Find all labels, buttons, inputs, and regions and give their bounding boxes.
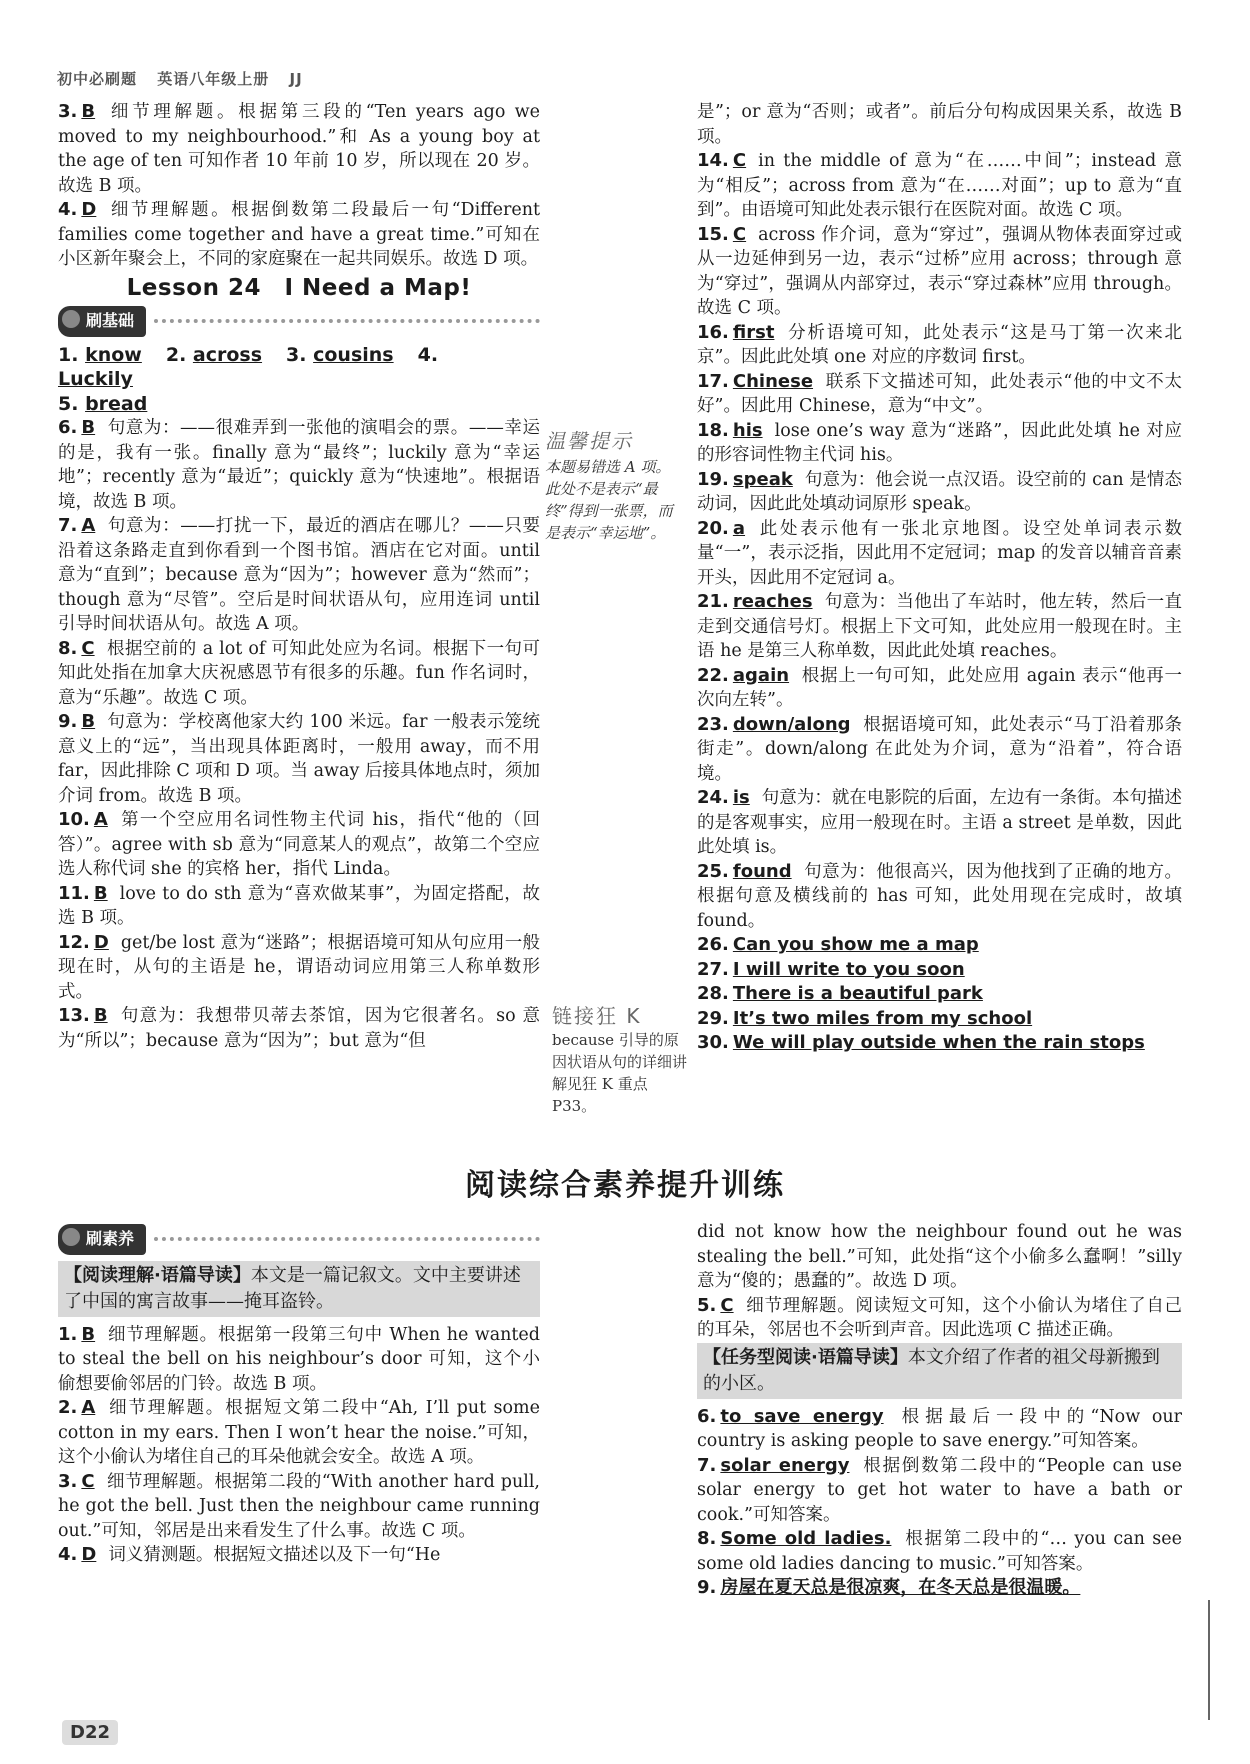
guide-text: 本文介绍了作者的祖父母新搬到的小区。 bbox=[703, 1346, 1160, 1394]
answer-item bbox=[697, 321, 1182, 370]
item-explanation: 分析语境可知，此处表示“这是马丁第一次来北京”。因此此处填 one 对应的序数词 first。 bbox=[697, 322, 1182, 367]
item-number: 4. bbox=[58, 1544, 78, 1565]
item-number: 26. bbox=[697, 934, 729, 955]
answer-item bbox=[58, 1543, 540, 1568]
item-number: 25. bbox=[697, 860, 729, 882]
item-answer: B bbox=[81, 101, 96, 122]
item-explanation: 句意为：他会说一点汉语。设空前的 can 是情态动词，因此此处填动词原形 speak。 bbox=[697, 469, 1182, 514]
answer-item bbox=[58, 1004, 540, 1053]
sidebar-background-lower bbox=[545, 1225, 685, 1645]
item-explanation: 细节理解题。根据短文第二段中“Ah, I’ll put some cotton in my ears. Then I won’t hear the noise.”可知，这个小偷认为堵住自己的耳朵他就会安全。故选 A 项。 bbox=[58, 1398, 540, 1467]
header-edition: JJ bbox=[289, 70, 303, 88]
item-answer: solar energy bbox=[720, 1454, 850, 1476]
left-items bbox=[58, 416, 540, 1053]
item-answer: Can you show me a map bbox=[732, 934, 979, 955]
item-answer: C bbox=[81, 637, 95, 659]
item-answer: speak bbox=[732, 468, 793, 490]
item-explanation: 句意为：我想带贝蒂去茶馆，因为它很著名。so 意为“所以”；because 意为“因为”；but 意为“但 bbox=[58, 1006, 540, 1051]
item-explanation: 根据上一句可知，此处应用 again 表示“他再一次向左转”。 bbox=[697, 665, 1182, 710]
item-explanation: 细节理解题。阅读短文可知，这个小偷认为堵住了自己的耳朵，邻居也不会听到声音。因此选项 C 描述正确。 bbox=[697, 1295, 1182, 1340]
lower-right-column bbox=[697, 1220, 1182, 1601]
item-answer: There is a beautiful park bbox=[732, 983, 983, 1004]
quality-badge: 刷素养 bbox=[58, 1224, 146, 1255]
item-answer: B bbox=[93, 882, 108, 904]
item-explanation: love to do sth 意为“喜欢做某事”，为固定搭配，故选 B 项。 bbox=[58, 883, 540, 928]
basic-answers bbox=[58, 343, 540, 417]
phrase-answer bbox=[697, 933, 1182, 958]
item-explanation: 此处表示他有一张北京地图。设空处单词表示数量“一”，表示泛指，因此用不定冠词；map 的发音以辅音音素开头，因此用不定冠词 a。 bbox=[697, 518, 1182, 588]
item-explanation: 句意为：就在电影院的后面，左边有一条街。本句描述的是客观事实，应用一般现在时。主语 a street 是单数，因此此处填 is。 bbox=[697, 788, 1182, 857]
item-answer: B bbox=[81, 711, 96, 732]
item-number: 11. bbox=[58, 882, 90, 904]
item-explanation: 句意为：——打扰一下，最近的酒店在哪儿？——只要沿着这条路走直到你看到一个图书馆。酒店在它对面。until 意为“直到”；because 意为“因为”；however 意为“然而”；though 意为“尽管”。空后是时间状语从句，应用连词 until 引导时间状语从句。故选 A 项。 bbox=[58, 516, 540, 634]
answer-item bbox=[58, 882, 540, 931]
item-answer: Chinese bbox=[732, 370, 814, 392]
right-column bbox=[697, 100, 1182, 1056]
item-number: 10. bbox=[58, 809, 90, 830]
page-header bbox=[57, 68, 317, 89]
item-answer: C bbox=[81, 1470, 95, 1492]
item-number: 17. bbox=[697, 370, 729, 392]
item-number: 30. bbox=[697, 1032, 729, 1053]
reading-guide bbox=[58, 1261, 540, 1317]
item-number: 3. bbox=[58, 101, 78, 122]
item-answer: B bbox=[81, 417, 96, 438]
answer-item bbox=[58, 416, 540, 514]
basic-answer bbox=[286, 344, 418, 366]
item-number: 22. bbox=[697, 664, 729, 686]
tip-title: 温馨提示 bbox=[545, 429, 633, 453]
item-answer: a bbox=[732, 517, 746, 539]
answer-item bbox=[697, 786, 1182, 860]
guide-label: 【任务型阅读·语篇导读】 bbox=[703, 1346, 908, 1368]
item-number: 27. bbox=[697, 958, 729, 980]
header-subject: 英语八年级上册 bbox=[157, 70, 270, 88]
item-answer: A bbox=[93, 809, 108, 830]
item-explanation: 细节理解题。根据第一段第三句中 When he wanted to steal the bell on his neighbour’s door 可知，这个小偷想要偷邻居的门铃。故选 B 项。 bbox=[58, 1324, 540, 1394]
answer-item bbox=[58, 1470, 540, 1544]
answer-item bbox=[697, 590, 1182, 664]
item-number: 6. bbox=[697, 1405, 717, 1427]
item-number: 7. bbox=[58, 515, 78, 536]
answer-item bbox=[58, 198, 540, 272]
item-explanation: 根据最后一段中的“Now our country is asking people to save energy.”可知答案。 bbox=[697, 1406, 1183, 1451]
item-answer: C bbox=[732, 223, 747, 245]
item-answer: We will play outside when the rain stops bbox=[732, 1032, 1145, 1053]
item-number: 12. bbox=[58, 931, 90, 953]
item-explanation: 联系下文描述可知，此处表示“他的中文不太好”。因此用 Chinese，意为“中文”。 bbox=[697, 371, 1182, 416]
answer-item bbox=[58, 931, 540, 1005]
item-answer: B bbox=[81, 1323, 96, 1345]
item-number: 3. bbox=[286, 343, 314, 366]
link-text: because 引导的原因状语从句的详细讲解见狂 K 重点 P33。 bbox=[552, 1031, 688, 1115]
item-answer: first bbox=[732, 321, 775, 343]
item-number: 24. bbox=[697, 787, 729, 808]
lower-left-column bbox=[58, 1220, 540, 1568]
link-title: 链接狂 K bbox=[552, 1004, 642, 1028]
item-number: 9. bbox=[58, 711, 78, 732]
guide-text: 本文是一篇记叙文。文中主要讲述了中国的寓言故事——掩耳盗铃。 bbox=[64, 1264, 521, 1312]
item-number: 3. bbox=[58, 1470, 78, 1492]
answer-item bbox=[697, 1220, 1182, 1294]
lower-right-tasks bbox=[697, 1405, 1182, 1601]
header-book: 初中必刷题 bbox=[57, 70, 138, 88]
item-number: 15. bbox=[697, 223, 729, 245]
answer-item bbox=[697, 419, 1182, 468]
item-number: 7. bbox=[697, 1454, 717, 1476]
answer-item bbox=[697, 1294, 1182, 1343]
item-number: 5. bbox=[697, 1294, 717, 1316]
item-number: 6. bbox=[58, 417, 78, 438]
item-explanation: 是”；or 意为“否则；或者”。前后分句构成因果关系，故选 B 项。 bbox=[697, 102, 1182, 147]
item-answer: C bbox=[732, 150, 747, 171]
item-explanation: 细节理解题。根据第二段的“With another hard pull, he got the bell. Just then the neighbour came running out.”可知，邻居是出来看发生了什么事。故选 C 项。 bbox=[58, 1471, 540, 1541]
answer-item bbox=[697, 713, 1182, 787]
item-explanation: 细节理解题。根据第三段的“Ten years ago we moved to my neighbourhood.”和 As a young boy at the age of ten 可知作者 10 年前 10 岁，所以现在 20 岁。故选 B 项。 bbox=[58, 102, 540, 196]
item-number: 9. bbox=[697, 1577, 717, 1598]
phrase-answer bbox=[697, 1031, 1182, 1056]
answer-item bbox=[697, 370, 1182, 419]
item-answer: A bbox=[81, 1397, 96, 1418]
answer-item bbox=[58, 808, 540, 882]
answer-item bbox=[697, 1576, 1182, 1601]
item-number: 2. bbox=[58, 1397, 78, 1418]
basic-badge-row bbox=[58, 306, 540, 337]
item-number: 8. bbox=[697, 1528, 717, 1549]
item-number: 2. bbox=[165, 343, 193, 366]
item-number: 5. bbox=[58, 392, 86, 415]
item-number: 1. bbox=[58, 1323, 78, 1345]
item-answer: found bbox=[732, 860, 792, 882]
link-sidebar bbox=[552, 1005, 687, 1117]
item-answer: Luckily bbox=[58, 368, 133, 390]
item-explanation: 根据第二段中的“… you can see some old ladies dancing to music.”可知答案。 bbox=[697, 1529, 1182, 1574]
item-answer: down/along bbox=[732, 713, 851, 735]
answer-item bbox=[58, 1323, 540, 1397]
item-answer: is bbox=[732, 787, 750, 808]
task-guide bbox=[697, 1343, 1182, 1399]
item-number: 23. bbox=[697, 713, 729, 735]
answer-item bbox=[697, 517, 1182, 591]
quality-badge-row bbox=[58, 1224, 540, 1255]
item-number: 14. bbox=[697, 150, 729, 171]
tip-sidebar bbox=[545, 430, 685, 544]
dotted-divider bbox=[154, 1237, 540, 1241]
item-explanation: 句意为：他很高兴，因为他找到了正确的地方。根据句意及横线前的 has 可知，此处用现在完成时，故填 found。 bbox=[697, 861, 1182, 931]
item-answer: C bbox=[720, 1294, 734, 1316]
item-answer: 房屋在夏天总是很凉爽，在冬天总是很温暖。 bbox=[720, 1577, 1081, 1598]
basic-badge: 刷基础 bbox=[58, 306, 146, 337]
lower-right-items bbox=[697, 1220, 1182, 1343]
sidebar-background bbox=[545, 100, 688, 1145]
basic-answer bbox=[58, 344, 166, 366]
phrase-answer bbox=[697, 1007, 1182, 1032]
lesson-title: Lesson 24 I Need a Map! bbox=[126, 274, 472, 301]
left-top-items bbox=[58, 100, 540, 272]
item-answer: It’s two miles from my school bbox=[732, 1007, 1033, 1029]
item-answer: B bbox=[93, 1005, 108, 1026]
item-number: 21. bbox=[697, 591, 729, 612]
right-items bbox=[697, 100, 1182, 933]
answer-item bbox=[697, 664, 1182, 713]
answer-item bbox=[58, 514, 540, 637]
item-answer: his bbox=[732, 419, 763, 441]
item-number: 13. bbox=[58, 1005, 90, 1026]
item-explanation: get/be lost 意为“迷路”；根据语境可知从句应用一般现在时，从句的主语是 he，谓语动词应用第三人称单数形式。 bbox=[58, 932, 540, 1002]
guide-label: 【阅读理解·语篇导读】 bbox=[64, 1264, 251, 1286]
item-number: 20. bbox=[697, 517, 729, 539]
item-number: 4. bbox=[417, 343, 439, 366]
item-answer: A bbox=[81, 515, 96, 536]
basic-answer bbox=[166, 344, 286, 366]
answer-item bbox=[58, 100, 540, 198]
answer-item bbox=[697, 860, 1182, 934]
item-explanation: in the middle of 意为“在……中间”；instead 意为“相反”；across from 意为“在……对面”；up to 意为“直到”。由语境可知此处表示银行在医院对面。故选 C 项。 bbox=[697, 151, 1182, 220]
item-explanation: 句意为：学校离他家大约 100 米远。far 一般表示笼统意义上的“远”，当出现具体距离时，一般用 away，而不用 far，因此排除 C 项和 D 项。当 away 后接具体地点时，须加介词 from。故选 B 项。 bbox=[58, 712, 540, 806]
item-number: 19. bbox=[697, 468, 729, 490]
section-title: 阅读综合素养提升训练 bbox=[465, 1168, 785, 1203]
item-explanation: 根据空前的 a lot of 可知此处应为名词。根据下一句可知此处指在加拿大庆祝感恩节有很多的乐趣。fun 作名词时，意为“乐趣”。故选 C 项。 bbox=[58, 638, 540, 708]
item-explanation: 第一个空应用名词性物主代词 his，指代“他的（回答）”。agree with sb 意为“同意某人的观点”，故第二个空应选人称代词 she 的宾格 her，指代 Linda。 bbox=[58, 810, 540, 879]
answer-item bbox=[58, 710, 540, 808]
page-number: D22 bbox=[62, 1720, 118, 1745]
item-answer: D bbox=[93, 931, 109, 953]
item-answer: to save energy bbox=[720, 1405, 884, 1427]
item-explanation: 根据倒数第二段中的“People can use solar energy to get hot water to have a bath or cook.”可知答案。 bbox=[697, 1455, 1182, 1525]
item-explanation: 根据语境可知，此处表示“马丁沿着那条街走”。down/along 在此处为介词，意为“沿着”，符合语境。 bbox=[697, 714, 1182, 784]
lower-left-items bbox=[58, 1323, 540, 1568]
answer-item bbox=[697, 223, 1182, 321]
answer-item bbox=[58, 1396, 540, 1470]
left-column bbox=[58, 100, 540, 1053]
item-explanation: 细节理解题。根据倒数第二段最后一句“Different families come together and have a great time.”可知在小区新年聚会上，不同的家庭聚在一起共同娱乐。故选 D 项。 bbox=[58, 200, 540, 269]
item-answer: D bbox=[81, 1544, 97, 1565]
item-answer: again bbox=[732, 664, 790, 686]
item-explanation: 词义猜测题。根据短文描述以及下一句“He bbox=[108, 1545, 441, 1565]
item-number: 18. bbox=[697, 419, 729, 441]
answer-item bbox=[697, 1454, 1182, 1528]
phrase-answer bbox=[697, 958, 1182, 983]
item-answer: know bbox=[85, 343, 142, 366]
right-phrases bbox=[697, 933, 1182, 1056]
margin-line bbox=[1208, 1600, 1210, 1720]
answer-item bbox=[697, 468, 1182, 517]
answer-item bbox=[697, 1527, 1182, 1576]
item-answer: reaches bbox=[732, 591, 813, 612]
item-explanation: did not know how the neighbour found out he was stealing the bell.”可知，此处指“这个小偷多么蠢啊！”silly 意为“傻的；愚蠢的”。故选 D 项。 bbox=[697, 1222, 1182, 1291]
item-number: 16. bbox=[697, 321, 729, 343]
answer-item bbox=[58, 637, 540, 711]
phrase-answer bbox=[697, 982, 1182, 1007]
item-number: 1. bbox=[58, 343, 86, 366]
item-explanation: 句意为：当他出了车站时，他左转，然后一直走到交通信号灯。根据上下文可知，此处应用一般现在时。主语 he 是第三人称单数，因此此处填 reaches。 bbox=[697, 592, 1182, 661]
item-answer: I will write to you soon bbox=[732, 958, 965, 980]
item-explanation: 句意为：——很难弄到一张他的演唱会的票。——幸运的是，我有一张。finally 意为“最终”；luckily 意为“幸运地”；recently 意为“最近”；quickly 意为“快速地”。根据语境，故选 B 项。 bbox=[58, 418, 540, 512]
item-answer: across bbox=[192, 343, 263, 366]
item-answer: Some old ladies. bbox=[720, 1528, 892, 1549]
item-answer: cousins bbox=[313, 343, 394, 366]
item-number: 28. bbox=[697, 983, 729, 1004]
item-number: 29. bbox=[697, 1007, 729, 1029]
item-number: 8. bbox=[58, 637, 78, 659]
answer-item bbox=[697, 100, 1182, 149]
item-explanation: across 作介词，意为“穿过”，强调从物体表面穿过或从一边延伸到另一边，表示“过桥”应用 across；through 意为“穿过”，强调从内部穿过，表示“穿过森林”应用 through。故选 C 项。 bbox=[697, 224, 1182, 318]
dotted-divider bbox=[154, 319, 540, 323]
basic-answer bbox=[58, 393, 171, 415]
item-answer: D bbox=[81, 199, 97, 220]
item-answer: bread bbox=[85, 392, 148, 415]
tip-text: 本题易错选 A 项。此处不是表示“最终”得到一张票，而是表示“幸运地”。 bbox=[545, 458, 673, 542]
answer-item bbox=[697, 1405, 1182, 1454]
item-number: 4. bbox=[58, 199, 78, 220]
item-explanation: lose one’s way 意为“迷路”，因此此处填 he 对应的形容词性物主代词 his。 bbox=[697, 420, 1182, 465]
answer-item bbox=[697, 149, 1182, 223]
